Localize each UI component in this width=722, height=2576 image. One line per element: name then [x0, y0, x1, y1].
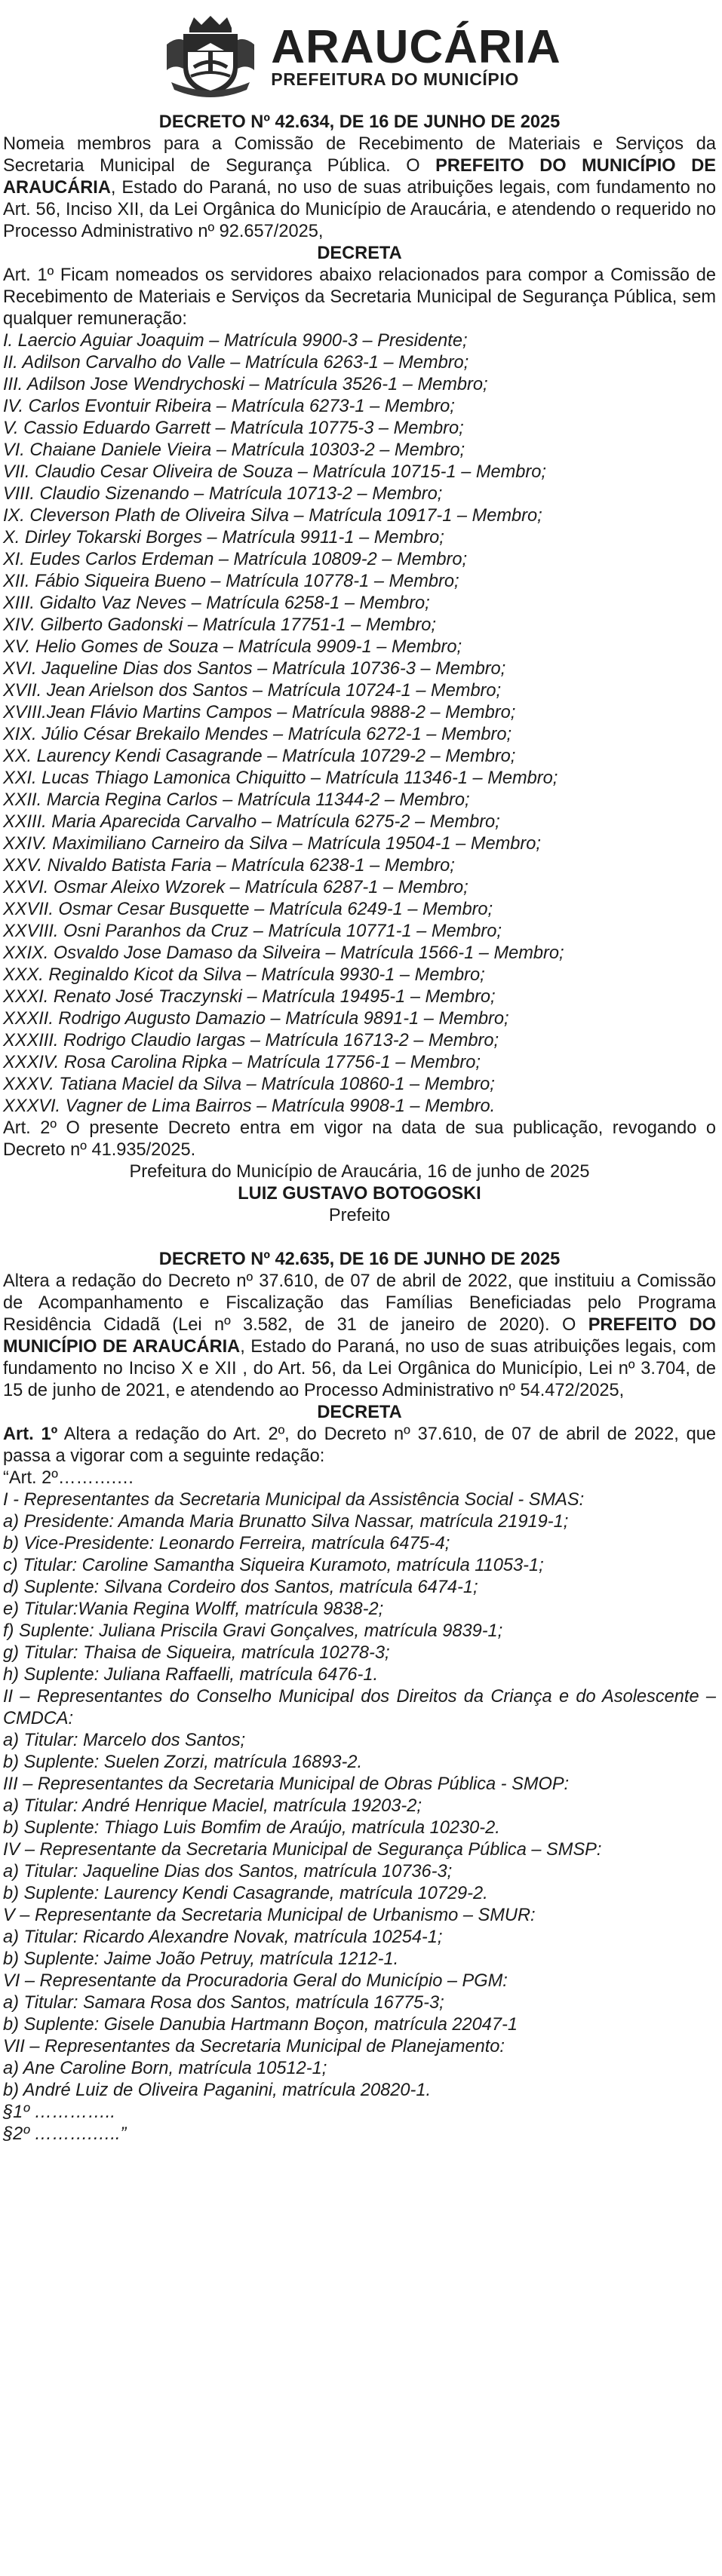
commission-line: c) Titular: Caroline Samantha Siqueira Kuramoto, matrícula 11053-1;: [3, 1556, 544, 1575]
commission-line: h) Suplente: Juliana Raffaelli, matrícula 6476-1.: [3, 1665, 379, 1685]
commission-line: §2º ……….…..”: [3, 2124, 127, 2144]
member-item: XXXI. Renato José Traczynski – Matrícula 19495-1 – Membro;: [3, 987, 496, 1007]
member-item: XXIX. Osvaldo Jose Damaso da Silveira – Matrícula 1566-1 – Membro;: [3, 943, 564, 963]
member-item: XXVIII. Osni Paranhos da Cruz – Matrícula 10771-1 – Membro;: [3, 922, 502, 941]
commission-line: a) Titular: Samara Rosa dos Santos, matrícula 16775-3;: [3, 1993, 444, 2013]
member-item: XXII. Marcia Regina Carlos – Matrícula 11344-2 – Membro;: [3, 790, 470, 810]
commission-line: VII – Representantes da Secretaria Municipal de Planejamento:: [3, 2037, 505, 2056]
commission-line: b) Suplente: Thiago Luis Bomfim de Araújo, matrícula 10230-2.: [3, 1818, 500, 1838]
member-item: III. Adilson Jose Wendrychoski – Matrícula 3526-1 – Membro;: [3, 375, 488, 394]
member-item: XXXIV. Rosa Carolina Ripka – Matrícula 17756-1 – Membro;: [3, 1053, 481, 1072]
commission-list: [3, 1489, 716, 2145]
member-item: VII. Claudio Cesar Oliveira de Souza – Matrícula 10715-1 – Membro;: [3, 462, 546, 482]
commission-line: f) Suplente: Juliana Priscila Gravi Gonçalves, matrícula 9839-1;: [3, 1621, 503, 1641]
commission-line: a) Ane Caroline Born, matrícula 10512-1;: [3, 2059, 327, 2078]
member-item: X. Dirley Tokarski Borges – Matrícula 9911-1 – Membro;: [3, 528, 444, 547]
signer-role: Prefeito: [328, 1206, 391, 1225]
article-2: Art. 2º O presente Decreto entra em vigor na data de sua publicação, revogando o Decreto nº 41.935/2025.: [3, 1118, 716, 1160]
commission-line: b) Vice-Presidente: Leonardo Ferreira, matrícula 6475-4;: [3, 1534, 450, 1553]
commission-line: V – Representante da Secretaria Municipal de Urbanismo – SMUR:: [3, 1906, 536, 1925]
decreta-heading: DECRETA: [317, 1403, 402, 1422]
decreta-heading: DECRETA: [317, 244, 402, 263]
member-item: XIV. Gilberto Gadonski – Matrícula 17751-1 – Membro;: [3, 615, 436, 635]
member-item: IV. Carlos Evontuir Ribeira – Matrícula 6273-1 – Membro;: [3, 397, 455, 416]
commission-line: a) Titular: André Henrique Maciel, matrícula 19203-2;: [3, 1796, 422, 1816]
member-item: XXIII. Maria Aparecida Carvalho – Matrícula 6275-2 – Membro;: [3, 812, 500, 832]
member-item: XII. Fábio Siqueira Bueno – Matrícula 10778-1 – Membro;: [3, 572, 459, 591]
brand-name: ARAUCÁRIA: [271, 21, 561, 73]
member-item: XI. Eudes Carlos Erdeman – Matrícula 10809-2 – Membro;: [3, 550, 468, 569]
place-date: Prefeitura do Município de Araucária, 16 de junho de 2025: [129, 1162, 590, 1182]
member-item: VIII. Claudio Sizenando – Matrícula 10713-2 – Membro;: [3, 484, 443, 504]
preamble-text-continued: , Estado do Paraná, no uso de suas atribuições legais, com fundamento no Art. 56, Inciso XII, da Lei Orgânica do Município de Araucária, e atendendo o requerido no Processo Administrativo nº 92.657/2025,: [3, 178, 716, 241]
decree-title: DECRETO Nº 42.634, DE 16 DE JUNHO DE 2025: [158, 112, 561, 132]
member-item: I. Laercio Aguiar Joaquim – Matrícula 9900-3 – Presidente;: [3, 331, 468, 351]
commission-line: §1º …………..: [3, 2102, 115, 2122]
commission-line: I - Representantes da Secretaria Municipal da Assistência Social - SMAS:: [3, 1490, 585, 1510]
preamble-authority: PREFEITO DO MUNICÍPIO DE ARAUCÁRIA: [3, 156, 716, 198]
municipal-coat-of-arms-icon: [161, 14, 260, 99]
member-item: XVIII.Jean Flávio Martins Campos – Matrícula 9888-2 – Membro;: [3, 703, 516, 722]
decree-42635: [0, 1249, 722, 2145]
article-1: Art. 1º Ficam nomeados os servidores abaixo relacionados para compor a Comissão de Recebimento de Materiais e Serviços da Secretaria Municipal de Segurança Pública, sem qualquer remuneração:: [3, 265, 716, 329]
commission-line: a) Presidente: Amanda Maria Brunatto Silva Nassar, matrícula 21919-1;: [3, 1512, 569, 1532]
article-label: Art. 1º: [3, 1424, 58, 1444]
member-item: XIII. Gidalto Vaz Neves – Matrícula 6258-1 – Membro;: [3, 593, 430, 613]
member-item: VI. Chaiane Daniele Vieira – Matrícula 10303-2 – Membro;: [3, 440, 465, 460]
commission-line: e) Titular:Wania Regina Wolff, matrícula 9838-2;: [3, 1599, 384, 1619]
commission-line: II – Representantes do Conselho Municipal dos Direitos da Criança e do Asolescente – CMDCA:: [3, 1687, 716, 1728]
commission-line: b) André Luiz de Oliveira Paganini, matrícula 20820-1.: [3, 2081, 431, 2100]
commission-line: b) Suplente: Laurency Kendi Casagrande, matrícula 10729-2.: [3, 1884, 488, 1903]
decree-42634: [0, 112, 722, 1227]
summary-text: Altera a redação do Decreto nº 37.610, de 07 de abril de 2022, que instituiu a Comissão de Acompanhamento e Fiscalização das Famílias Beneficiadas pelo Programa Residência Cidadã (Lei nº 3.582, de 31 de janeiro de 2020). O: [3, 1271, 716, 1335]
decree-summary: [3, 1271, 716, 1402]
masthead: [0, 6, 722, 107]
member-item: XVII. Jean Arielson dos Santos – Matrícula 10724-1 – Membro;: [3, 681, 502, 701]
commission-line: a) Titular: Marcelo dos Santos;: [3, 1731, 246, 1750]
member-item: II. Adilson Carvalho do Valle – Matrícula 6263-1 – Membro;: [3, 353, 469, 373]
member-item: XIX. Júlio César Brekailo Mendes – Matrícula 6272-1 – Membro;: [3, 725, 512, 744]
member-item: XXX. Reginaldo Kicot da Silva – Matrícula 9930-1 – Membro;: [3, 965, 485, 985]
commission-line: b) Suplente: Suelen Zorzi, matrícula 16893-2.: [3, 1753, 363, 1772]
member-item: XXXII. Rodrigo Augusto Damazio – Matrícula 9891-1 – Membro;: [3, 1009, 509, 1029]
commission-line: IV – Representante da Secretaria Municipal de Segurança Pública – SMSP:: [3, 1840, 602, 1860]
decree-preamble: [3, 133, 716, 243]
article-1: [3, 1424, 716, 1467]
article-text: Altera a redação do Art. 2º, do Decreto nº 37.610, de 07 de abril de 2022, que passa a vigorar com a seguinte redação:: [3, 1424, 716, 1466]
member-item: XXXIII. Rodrigo Claudio Iargas – Matrícula 16713-2 – Membro;: [3, 1031, 499, 1050]
member-item: XXI. Lucas Thiago Lamonica Chiquitto – Matrícula 11346-1 – Membro;: [3, 768, 558, 788]
commission-line: VI – Representante da Procuradoria Geral do Município – PGM:: [3, 1971, 508, 1991]
commission-line: b) Suplente: Jaime João Petruy, matrícula 1212-1.: [3, 1949, 399, 1969]
commission-line: III – Representantes da Secretaria Municipal de Obras Pública - SMOP:: [3, 1774, 570, 1794]
commission-line: a) Titular: Ricardo Alexandre Novak, matrícula 10254-1;: [3, 1927, 443, 1947]
member-item: XXIV. Maximiliano Carneiro da Silva – Matrícula 19504-1 – Membro;: [3, 834, 541, 854]
decree-title: DECRETO Nº 42.635, DE 16 DE JUNHO DE 2025: [158, 1250, 561, 1269]
commission-line: b) Suplente: Gisele Danubia Hartmann Boçon, matrícula 22047-1: [3, 2015, 518, 2035]
section-spacer: [0, 1227, 722, 1249]
member-item: XXVII. Osmar Cesar Busquette – Matrícula 6249-1 – Membro;: [3, 900, 493, 919]
signer-name: LUIZ GUSTAVO BOTOGOSKI: [238, 1184, 481, 1204]
member-item: XVI. Jaqueline Dias dos Santos – Matrícula 10736-3 – Membro;: [3, 659, 506, 679]
preamble-text: Nomeia membros para a Comissão de Recebimento de Materiais e Serviços da Secretaria Municipal de Segurança Pública. O: [3, 134, 716, 176]
member-item: XXVI. Osmar Aleixo Wzorek – Matrícula 6287-1 – Membro;: [3, 878, 469, 897]
commission-line: g) Titular: Thaisa de Siqueira, matrícula 10278-3;: [3, 1643, 390, 1663]
brand-block: [271, 21, 561, 89]
member-item: XXV. Nivaldo Batista Faria – Matrícula 6238-1 – Membro;: [3, 856, 455, 876]
member-item: IX. Cleverson Plath de Oliveira Silva – Matrícula 10917-1 – Membro;: [3, 506, 542, 526]
member-item: XXXV. Tatiana Maciel da Silva – Matrícula 10860-1 – Membro;: [3, 1075, 495, 1094]
member-item: XXXVI. Vagner de Lima Bairros – Matrícula 9908-1 – Membro.: [3, 1096, 496, 1116]
summary-authority: PREFEITO DO MUNICÍPIO DE ARAUCÁRIA: [3, 1315, 717, 1357]
summary-text-continued: , Estado do Paraná, no uso de suas atribuições legais, com fundamento no Inciso X e XII , do Art. 56, da Lei Orgânica do Município, Lei nº 3.704, de 15 de junho de 2021, e atendendo ao Processo Administrativo nº 54.472/2025,: [3, 1337, 716, 1400]
brand-subtitle: PREFEITURA DO MUNICÍPIO: [271, 69, 519, 89]
member-item: V. Cassio Eduardo Garrett – Matrícula 10775-3 – Membro;: [3, 419, 464, 438]
commission-line: d) Suplente: Silvana Cordeiro dos Santos, matrícula 6474-1;: [3, 1578, 478, 1597]
commission-line: a) Titular: Jaqueline Dias dos Santos, matrícula 10736-3;: [3, 1862, 453, 1881]
members-list: [3, 330, 716, 1118]
article-2-opening: “Art. 2º……….…: [3, 1468, 134, 1488]
member-item: XV. Helio Gomes de Souza – Matrícula 9909-1 – Membro;: [3, 637, 462, 657]
member-item: XX. Laurency Kendi Casagrande – Matrícula 10729-2 – Membro;: [3, 747, 516, 766]
